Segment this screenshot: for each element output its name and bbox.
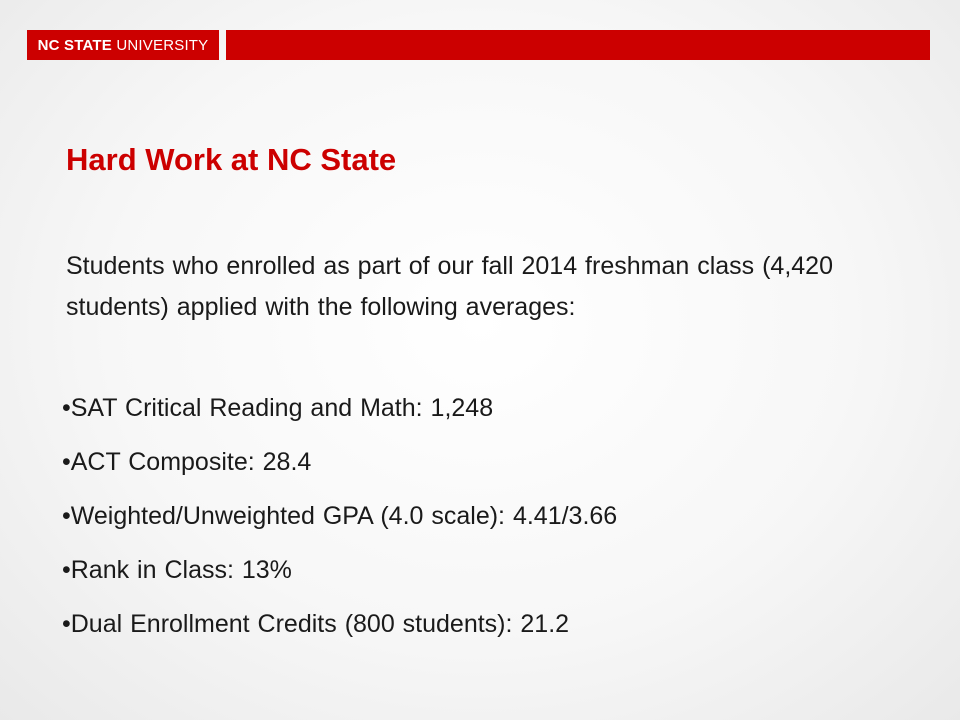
stats-list xyxy=(62,386,617,656)
stat-item-sat: •SAT Critical Reading and Math: 1,248 xyxy=(62,394,494,422)
stat-item-act: •ACT Composite: 28.4 xyxy=(62,448,312,476)
stat-item-dual-enrollment: •Dual Enrollment Credits (800 students): 21.2 xyxy=(62,610,570,638)
university-logo xyxy=(27,30,219,60)
intro-paragraph: Students who enrolled as part of our fall 2014 freshman class (4,420 students) applied with the following averages: xyxy=(66,252,833,321)
logo-text-regular: UNIVERSITY xyxy=(116,36,209,54)
header-red-band xyxy=(226,30,930,60)
stat-item-gpa: •Weighted/Unweighted GPA (4.0 scale): 4.41/3.66 xyxy=(62,502,618,530)
stat-item-rank: •Rank in Class: 13% xyxy=(62,556,292,584)
header-bar xyxy=(27,30,930,60)
logo-text xyxy=(38,37,209,54)
slide-title: Hard Work at NC State xyxy=(66,142,397,177)
logo-text-bold: NC STATE xyxy=(37,36,112,54)
